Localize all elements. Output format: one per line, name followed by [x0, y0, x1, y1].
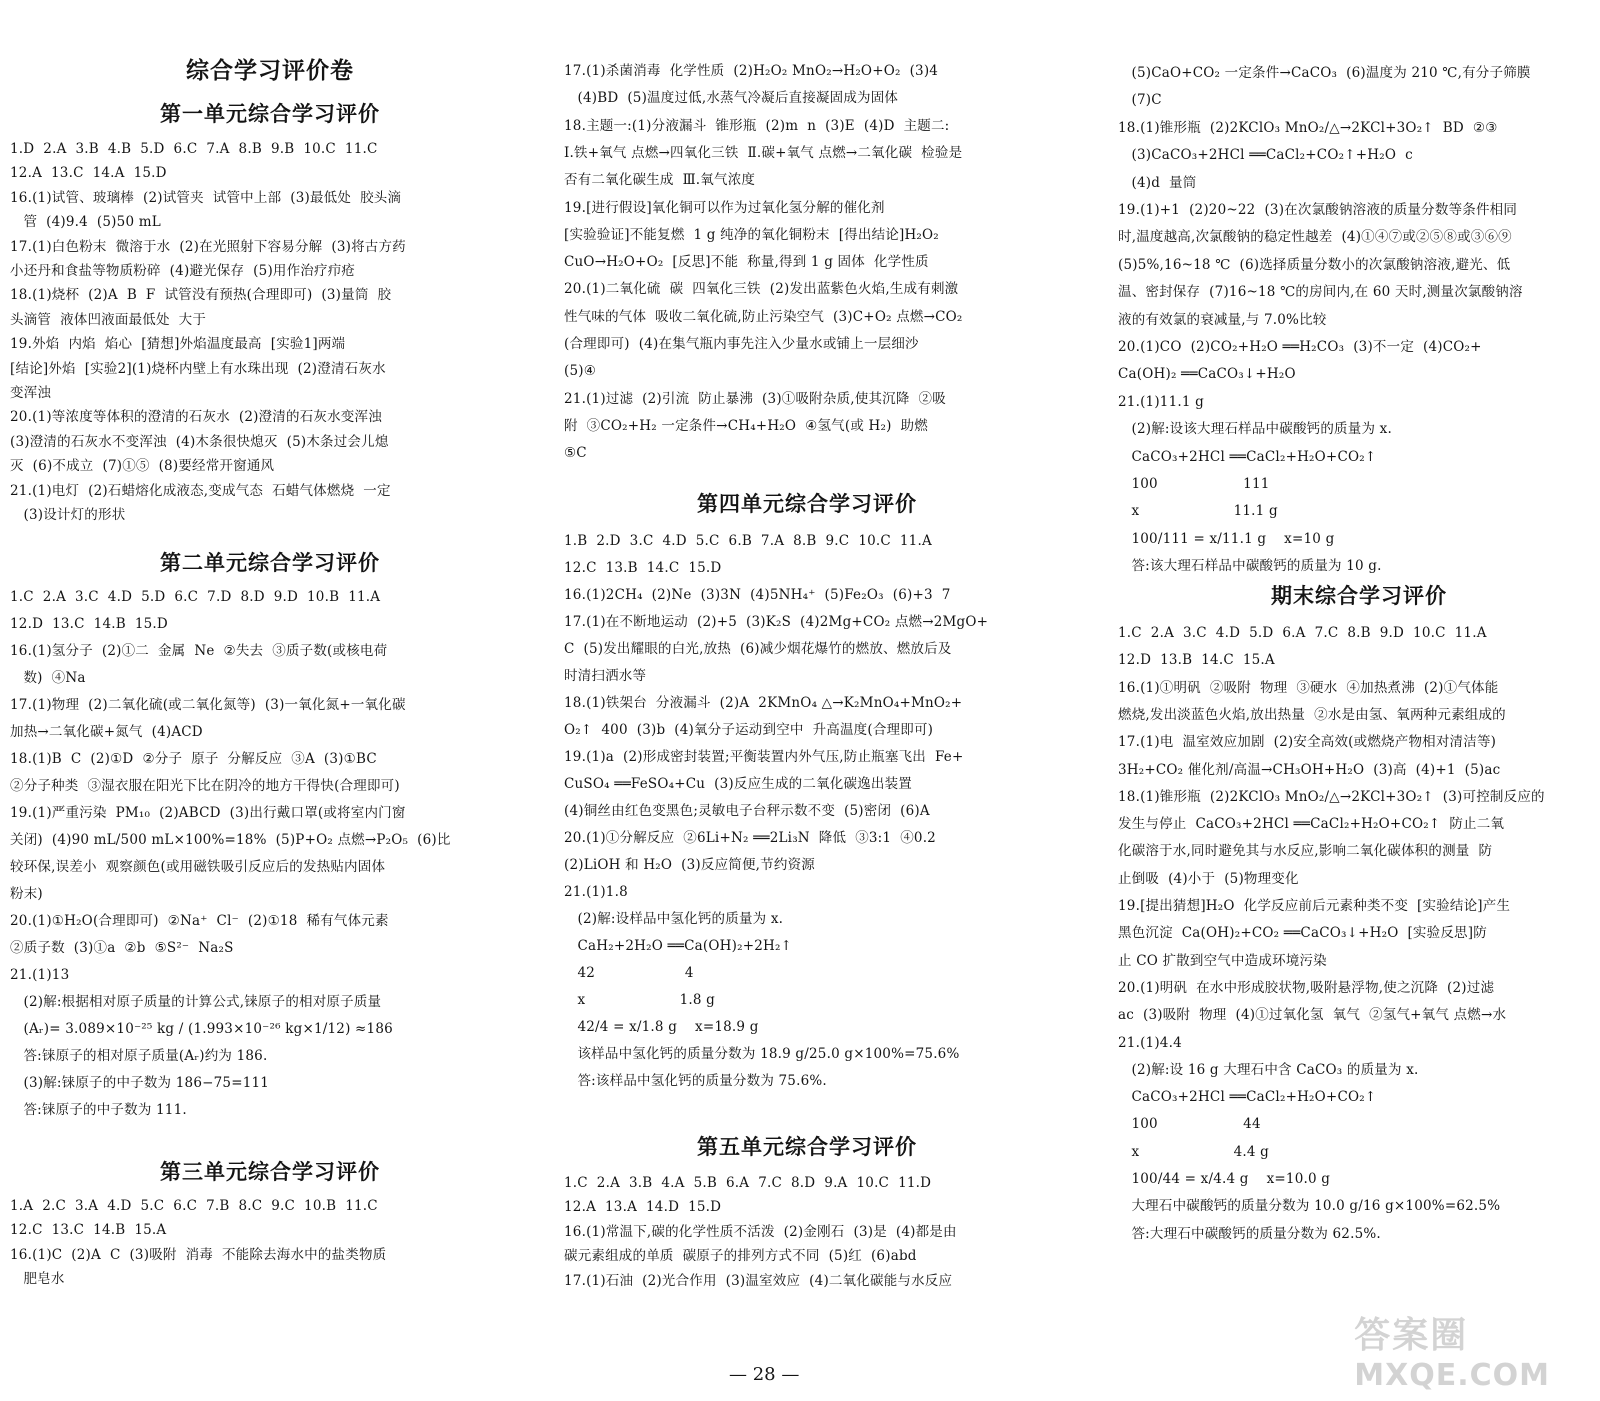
answer-line: 黑色沉淀 Ca(OH)₂+CO₂ ══CaCO₃↓+H₂O [实验反思]防: [1118, 925, 1487, 942]
answer-line: CaCO₃+2HCl ══CaCl₂+H₂O+CO₂↑: [1118, 448, 1377, 465]
answer-line: 17.(1)在不断地运动 (2)+5 (3)K₂S (4)2Mg+CO₂ 点燃→2MgO+: [564, 614, 989, 630]
answer-line: 12.A 13.C 14.A 15.D: [10, 165, 167, 182]
answer-line: 液的有效氯的衰减量,与 7.0%比较: [1118, 311, 1327, 328]
answer-line: (3)设计灯的形状: [10, 507, 126, 523]
answer-line: 温、密封保存 (7)16~18 ℃的房间内,在 60 天时,测量次氯酸钠溶: [1118, 284, 1523, 301]
answer-line: 灭 (6)不成立 (7)①⑤ (8)要经常开窗通风: [10, 458, 275, 475]
page-title: 综合学习评价卷: [186, 58, 354, 84]
answer-line: 100/44 = x/4.4 g x=10.0 g: [1118, 1171, 1331, 1187]
answer-line: 头滴管 液体凹液面最低处 大于: [10, 311, 207, 328]
answer-line: CuSO₄ ══FeSO₄+Cu (3)反应生成的二氧化碳逸出装置: [564, 776, 912, 792]
column-left: [10, 0, 530, 1401]
answer-line: 19.(1)+1 (2)20~22 (3)在次氯酸钠溶液的质量分数等条件相同: [1118, 202, 1518, 218]
answer-line: 12.C 13.B 14.C 15.D: [564, 560, 722, 576]
answer-line: [实验验证]不能复燃 1 g 纯净的氧化铜粉末 [得出结论]H₂O₂: [564, 226, 939, 243]
answer-line: C (5)发出耀眼的白光,放热 (6)减少烟花爆竹的燃放、燃放后及: [564, 641, 952, 657]
answer-line: 16.(1)①明矾 ②吸附 物理 ③硬水 ④加热煮沸 (2)①气体能: [1118, 679, 1499, 696]
answer-line: 答:铼原子的中子数为 111.: [10, 1102, 187, 1118]
answer-line: 该样品中氢化钙的质量分数为 18.9 g/25.0 g×100%=75.6%: [564, 1046, 960, 1062]
answer-line: 16.(1)C (2)A C (3)吸附 消毒 不能除去海水中的盐类物质: [10, 1246, 387, 1263]
answer-line: 18.主题一:(1)分液漏斗 锥形瓶 (2)m n (3)E (4)D 主题二:: [564, 117, 950, 134]
answer-line: 性气味的气体 吸收二氧化硫,防止污染空气 (3)C+O₂ 点燃→CO₂: [564, 308, 963, 325]
answer-line: 数) ④Na: [10, 670, 86, 686]
watermark-logo: 答案圈: [1354, 1315, 1469, 1356]
answer-line: 100 44: [1118, 1116, 1261, 1133]
answer-line: 否有二氧化碳生成 Ⅲ.氧气浓度: [564, 172, 756, 189]
answer-line: (3)澄清的石灰水不变浑浊 (4)木条很快熄灭 (5)木条过会儿熄: [10, 433, 389, 450]
answer-line: x 4.4 g: [1118, 1143, 1270, 1160]
answer-line: 19.[进行假设]氧化铜可以作为过氧化氢分解的催化剂: [564, 199, 885, 216]
answer-line: 21.(1)过滤 (2)引流 防止暴沸 (3)①吸附杂质,使其沉降 ②吸: [564, 390, 946, 407]
answer-line: 答:大理石中碳酸钙的质量分数为 62.5%.: [1118, 1225, 1381, 1242]
answer-line: 小还丹和食盐等物质粉碎 (4)避光保存 (5)用作治疗疖疮: [10, 263, 356, 279]
answer-line: 42 4: [564, 965, 694, 981]
section-heading: 第五单元综合学习评价: [697, 1135, 917, 1159]
answer-line: 发生与停止 CaCO₃+2HCl ══CaCl₂+H₂O+CO₂↑ 防止二氧: [1118, 816, 1505, 833]
answer-line: 21.(1)4.4: [1118, 1034, 1182, 1051]
answer-line: (5)CaO+CO₂ 一定条件→CaCO₃ (6)温度为 210 ℃,有分子筛膜: [1118, 65, 1531, 81]
answer-line: 1.C 2.A 3.C 4.D 5.D 6.A 7.C 8.B 9.D 10.C 11.A: [1118, 625, 1487, 641]
answer-line: 大理石中碳酸钙的质量分数为 10.0 g/16 g×100%=62.5%: [1118, 1198, 1501, 1215]
answer-line: 1.A 2.C 3.A 4.D 5.C 6.C 7.B 8.C 9.C 10.B 11.C: [10, 1198, 378, 1214]
answer-line: 20.(1)明矾 在水中形成胶状物,吸附悬浮物,使之沉降 (2)过滤: [1118, 979, 1495, 996]
answer-line: (2)解:根据相对原子质量的计算公式,铼原子的相对原子质量: [10, 994, 382, 1010]
answer-line: Ca(OH)₂ ══CaCO₃↓+H₂O: [1118, 366, 1296, 383]
answer-line: ⑤C: [564, 445, 587, 462]
answer-line: (3)CaCO₃+2HCl ══CaCl₂+CO₂↑+H₂O c: [1118, 147, 1413, 164]
answer-line: (2)解:设样品中氢化钙的质量为 x.: [564, 911, 784, 927]
answer-line: 20.(1)①H₂O(合理即可) ②Na⁺ Cl⁻ (2)①18 稀有气体元素: [10, 913, 389, 929]
answer-line: 12.D 13.C 14.B 15.D: [10, 616, 168, 632]
answer-line: (4)铜丝由红色变黑色;灵敏电子台秤示数不变 (5)密闭 (6)A: [564, 803, 930, 819]
answer-line: 粉末): [10, 886, 43, 902]
answer-line: 21.(1)电灯 (2)石蜡熔化成液态,变成气态 石蜡气体燃烧 一定: [10, 482, 391, 499]
answer-line: 燃烧,发出淡蓝色火焰,放出热量 ②水是由氢、氧两种元素组成的: [1118, 706, 1506, 723]
answer-line: 19.外焰 内焰 焰心 [猜想]外焰温度最高 [实验1]两端: [10, 336, 346, 353]
section-heading: 第二单元综合学习评价: [160, 551, 380, 575]
answer-line: 17.(1)白色粉末 微溶于水 (2)在光照射下容易分解 (3)将古方药: [10, 238, 406, 255]
answer-line: 1.C 2.A 3.B 4.A 5.B 6.A 7.C 8.D 9.A 10.C 11.D: [564, 1175, 932, 1191]
answer-line: CuO→H₂O+O₂ [反思]不能 称量,得到 1 g 固体 化学性质: [564, 254, 929, 271]
answer-line: 20.(1)二氧化硫 碳 四氧化三铁 (2)发出蓝紫色火焰,生成有刺激: [564, 281, 959, 298]
answer-line: 化碳溶于水,同时避免其与水反应,影响二氧化碳体积的测量 防: [1118, 843, 1493, 860]
answer-line: 19.(1)a (2)形成密封装置;平衡装置内外气压,防止瓶塞飞出 Fe+: [564, 749, 964, 765]
answer-line: 18.(1)锥形瓶 (2)2KClO₃ MnO₂/△→2KCl+3O₂↑ BD ②③: [1118, 119, 1498, 136]
answer-line: 21.(1)11.1 g: [1118, 393, 1204, 410]
section-heading: 第三单元综合学习评价: [160, 1160, 380, 1184]
answer-line: 20.(1)①分解反应 ②6Li+N₂ ══2Li₃N 降低 ③3:1 ④0.2: [564, 830, 936, 846]
answer-line: (7)C: [1118, 92, 1162, 109]
watermark-site: MXQE.COM: [1354, 1358, 1550, 1393]
answer-line: 止倒吸 (4)小于 (5)物理变化: [1118, 870, 1299, 887]
answer-line: 时,温度越高,次氯酸钠的稳定性越差 (4)①④⑦或②⑤⑧或③⑥⑨: [1118, 229, 1512, 246]
column-middle: [564, 0, 1050, 1401]
answer-line: 17.(1)石油 (2)光合作用 (3)温室效应 (4)二氧化碳能与水反应: [564, 1272, 953, 1289]
answer-line: 16.(1)试管、玻璃棒 (2)试管夹 试管中上部 (3)最低处 胶头滴: [10, 189, 402, 206]
answer-line: 答:铼原子的相对原子质量(Aᵣ)约为 186.: [10, 1048, 268, 1064]
column-right: [1118, 0, 1600, 1401]
answer-line: 12.C 13.C 14.B 15.A: [10, 1222, 167, 1239]
section-heading: 第一单元综合学习评价: [160, 102, 380, 126]
answer-line: Ⅰ.铁+氧气 点燃→四氧化三铁 Ⅱ.碳+氧气 点燃→二氧化碳 检验是: [564, 144, 963, 161]
section-heading: 第四单元综合学习评价: [697, 492, 917, 516]
answer-line: 12.A 13.A 14.D 15.D: [564, 1199, 722, 1216]
answer-line: ②分子种类 ③湿衣服在阳光下比在阴冷的地方干得快(合理即可): [10, 778, 400, 794]
answer-line: (Aᵣ)= 3.089×10⁻²⁵ kg / (1.993×10⁻²⁶ kg×1/12) ≈186: [10, 1021, 393, 1037]
answer-line: ②质子数 (3)①a ②b ⑤S²⁻ Na₂S: [10, 940, 234, 956]
answer-line: 20.(1)等浓度等体积的澄清的石灰水 (2)澄清的石灰水变浑浊: [10, 409, 382, 426]
answer-line: 1.D 2.A 3.B 4.B 5.D 6.C 7.A 8.B 9.B 10.C 11.C: [10, 141, 378, 157]
answer-line: 16.(1)氢分子 (2)①二 金属 Ne ②失去 ③质子数(或核电荷: [10, 643, 388, 659]
answer-line: 21.(1)1.8: [564, 884, 628, 900]
answer-line: (4)BD (5)温度过低,水蒸气冷凝后直接凝固成为固体: [564, 90, 899, 107]
section-heading: 期末综合学习评价: [1271, 584, 1447, 608]
answer-line: 答:该大理石样品中碳酸钙的质量为 10 g.: [1118, 558, 1382, 575]
answer-line: (2)解:设该大理石样品中碳酸钙的质量为 x.: [1118, 421, 1392, 438]
answer-line: 18.(1)烧杯 (2)A B F 试管没有预热(合理即可) (3)量筒 胶: [10, 287, 392, 304]
answer-line: 3H₂+CO₂ 催化剂/高温→CH₃OH+H₂O (3)高 (4)+1 (5)ac: [1118, 761, 1501, 778]
answer-line: 18.(1)锥形瓶 (2)2KClO₃ MnO₂/△→2KCl+3O₂↑ (3)可控制反应的: [1118, 788, 1545, 805]
answer-line: (2)解:设 16 g 大理石中含 CaCO₃ 的质量为 x.: [1118, 1061, 1419, 1078]
answer-line: x 1.8 g: [564, 992, 716, 1008]
answer-line: 19.(1)严重污染 PM₁₀ (2)ABCD (3)出行戴口罩(或将室内门窗: [10, 805, 406, 821]
answer-line: 100/111 = x/11.1 g x=10 g: [1118, 530, 1335, 547]
answer-line: (5)5%,16~18 ℃ (6)选择质量分数小的次氯酸钠溶液,避光、低: [1118, 256, 1511, 273]
answer-line: 变浑浊: [10, 385, 52, 401]
answer-line: 肥皂水: [10, 1271, 65, 1288]
answer-line: (3)解:铼原子的中子数为 186−75=111: [10, 1075, 270, 1091]
answer-line: 17.(1)物理 (2)二氧化硫(或二氧化氮等) (3)一氧化氮+一氧化碳: [10, 697, 406, 713]
answer-line: 加热→二氧化碳+氮气 (4)ACD: [10, 724, 203, 740]
watermark: [1354, 1307, 1550, 1393]
answer-line: 17.(1)电 温室效应加剧 (2)安全高效(或燃烧产物相对清洁等): [1118, 734, 1497, 751]
answer-line: CaCO₃+2HCl ══CaCl₂+H₂O+CO₂↑: [1118, 1089, 1377, 1106]
answer-line: ac (3)吸附 物理 (4)①过氧化氢 氧气 ②氢气+氧气 点燃→水: [1118, 1007, 1507, 1024]
answer-line: (5)④: [564, 363, 597, 380]
answer-line: 1.B 2.D 3.C 4.D 5.C 6.B 7.A 8.B 9.C 10.C 11.A: [564, 533, 932, 549]
answer-line: (2)LiOH 和 H₂O (3)反应简便,节约资源: [564, 857, 815, 873]
answer-line: 18.(1)B C (2)①D ②分子 原子 分解反应 ③A (3)①BC: [10, 751, 377, 767]
answer-line: 管 (4)9.4 (5)50 mL: [10, 214, 161, 231]
answer-line: 18.(1)铁架台 分液漏斗 (2)A 2KMnO₄ △→K₂MnO₄+MnO₂+: [564, 695, 963, 711]
answer-line: 附 ③CO₂+H₂ 一定条件→CH₄+H₂O ④氢气(或 H₂) 助燃: [564, 417, 928, 434]
answer-line: 12.D 13.B 14.C 15.A: [1118, 652, 1275, 669]
page-number: — 28 —: [729, 1364, 800, 1385]
answer-line: 42/4 = x/1.8 g x=18.9 g: [564, 1019, 759, 1035]
answer-line: 16.(1)常温下,碳的化学性质不活泼 (2)金刚石 (3)是 (4)都是由: [564, 1223, 957, 1240]
answer-line: 20.(1)CO (2)CO₂+H₂O ══H₂CO₃ (3)不一定 (4)CO₂+: [1118, 339, 1482, 355]
answer-line: 1.C 2.A 3.C 4.D 5.D 6.C 7.D 8.D 9.D 10.B 11.A: [10, 589, 381, 605]
answer-line: 关闭) (4)90 mL/500 mL×100%=18% (5)P+O₂ 点燃→P₂O₅ (6)比: [10, 832, 451, 848]
answer-line: 100 111: [1118, 476, 1270, 492]
answer-line: O₂↑ 400 (3)b (4)氧分子运动到空中 升高温度(合理即可): [564, 722, 934, 738]
answer-line: 止 CO 扩散到空气中造成环境污染: [1118, 952, 1327, 969]
answer-line: 17.(1)杀菌消毒 化学性质 (2)H₂O₂ MnO₂→H₂O+O₂ (3)4: [564, 63, 939, 79]
answer-line: 时清扫洒水等: [564, 668, 647, 684]
answer-line: CaH₂+2H₂O ══Ca(OH)₂+2H₂↑: [564, 938, 793, 954]
answer-line: 碳元素组成的单质 碳原子的排列方式不同 (5)红 (6)abd: [564, 1248, 917, 1265]
answer-line: [结论]外焰 [实验2](1)烧杯内壁上有水珠出现 (2)澄清石灰水: [10, 360, 386, 377]
answer-line: x 11.1 g: [1118, 503, 1278, 520]
answer-line: (4)d 量筒: [1118, 174, 1197, 191]
answer-line: (合理即可) (4)在集气瓶内事先注入少量水或铺上一层细沙: [564, 336, 919, 352]
answer-line: 19.[提出猜想]H₂O 化学反应前后元素种类不变 [实验结论]产生: [1118, 898, 1511, 914]
answer-line: 答:该样品中氢化钙的质量分数为 75.6%.: [564, 1073, 827, 1089]
answer-line: 21.(1)13: [10, 967, 70, 983]
answer-line: 16.(1)2CH₄ (2)Ne (3)3N (4)5NH₄⁺ (5)Fe₂O₃ (6)+3 7: [564, 587, 951, 603]
answer-line: 较环保,误差小 观察颜色(或用磁铁吸引反应后的发热贴内固体: [10, 859, 386, 875]
